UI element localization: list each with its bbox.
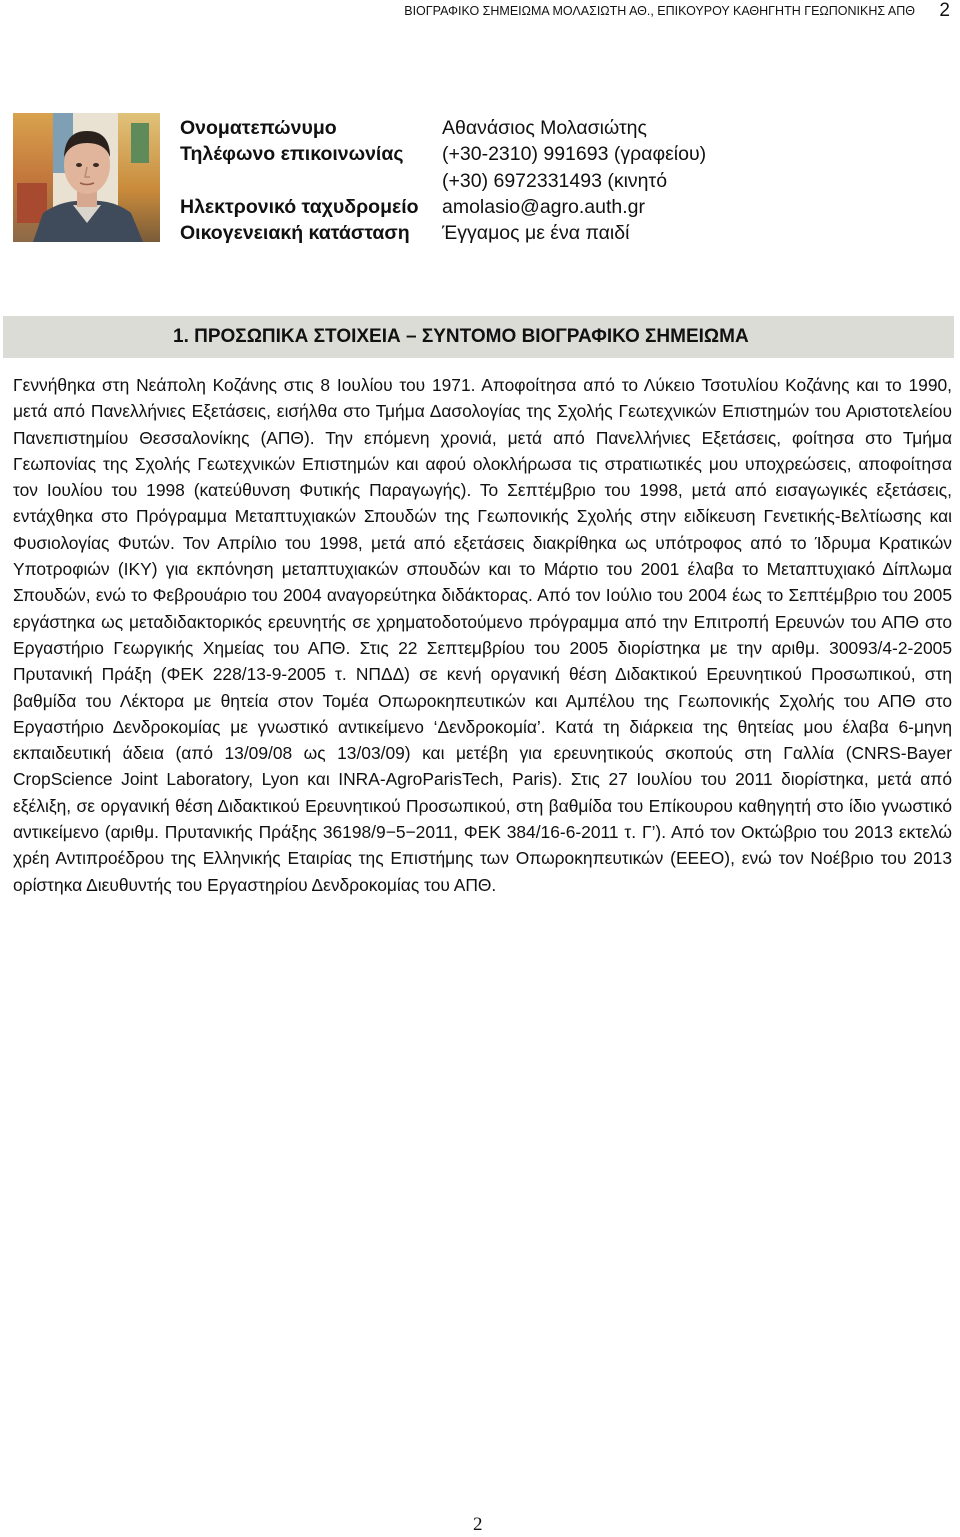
- email-value: amolasio@agro.auth.gr: [442, 195, 645, 218]
- email-label: Ηλεκτρονικό ταχυδρομείο: [180, 195, 419, 218]
- info-row-marital: [180, 220, 706, 246]
- header-page-number: 2: [939, 0, 950, 21]
- section-title: 1. ΠΡΟΣΩΠΙΚΑ ΣΤΟΙΧΕΙΑ – ΣΥΝΤΟΜΟ ΒΙΟΓΡΑΦΙΚΟ ΣΗΜΕΙΩΜΑ: [173, 326, 749, 347]
- info-row-mobile: [180, 168, 706, 194]
- bio-paragraph: Γεννήθηκα στη Νεάπολη Κοζάνης στις 8 Ιουλίου του 1971. Αποφοίτησα από το Λύκειο Τσοτυλίου Κοζάνης και το 1990, μετά από Πανελλήνιες Εξετάσεις, εισήλθα στο Τμήμα Δασολογίας της Σχολής Γεωτεχνικών Επιστημών του Αριστοτελείου Πανεπιστημίου Θεσσαλονίκης (ΑΠΘ). Την επόμενη χρονιά, μετά από Πανελλήνιες Εξετάσεις, φοίτησα στο Τμήμα Γεωπονίας της Σχολής Γεωτεχνικών Επιστημών και αφού ολοκλήρωσα τις στρατιωτικές μου υποχρεώσεις, αποφοίτησα τον Ιουλίου του 1998 (κατεύθυνση Φυτικής Παραγωγής). Το Σεπτέμβριο του 1998, μετά από εισαγωγικές εξετάσεις, εντάχθηκα στο Πρόγραμμα Μεταπτυχιακών Σπουδών της Γεωπονικής Σχολής στην ειδίκευση Γενετικής-Βελτίωσης και Φυσιολογίας Φυτών. Τον Απρίλιο του 1998, μετά από εξετάσεις διακρίθηκα ως υπότροφος από το Ίδρυμα Κρατικών Υποτροφιών (ΙΚΥ) για εκπόνηση μεταπτυχιακών σπουδών και το Μάρτιο του 2001 έλαβα το Μεταπτυχιακό Δίπλωμα Σπουδών, ενώ το Φεβρουάριο του 2004 αναγορεύτηκα διδάκτορας. Από τον Ιούλιο του 2004 έως το Σεπτέμβριο του 2005 εργάστηκα ως μεταδιδακτορικός ερευνητής σε χρηματοδοτούμενο πρόγραμμα από την Επιτροπή Ερευνών του ΑΠΘ στο Εργαστήριο Γεωργικής Χημείας του ΑΠΘ. Στις 22 Σεπτεμβρίου του 2005 διορίστηκα με την αριθμ. 30093/4-2-2005 Πρυτανική Πράξη (ΦΕΚ 228/13-9-2005 τ. ΝΠΔΔ) σε κενή οργανική θέση Διδακτικού Ερευνητικού Προσωπικού, στη βαθμίδα του Λέκτορα με θητεία στον Τομέα Οπωροκηπευτικών και Αμπέλου της Γεωπονικής Σχολής του ΑΠΘ στο Εργαστήριο Δενδροκομίας με γνωστικό αντικείμενο ‘Δενδροκομία’. Κατά τη διάρκεια της θητείας μου έλαβα 6-μηνη εκπαιδευτική άδεια (από 13/09/08 ως 13/03/09) και μετέβη για ερευνητικούς σκοπούς στη Γαλλία (CNRS-Bayer CropScience Joint Laboratory, Lyon και INRA-AgroParisTech, Paris). Στις 27 Ιουλίου του 2011 διορίστηκα, μετά από εξέλιξη, σε οργανική θέση Διδακτικού Ερευνητικού Προσωπικού, στη βαθμίδα του Επίκουρου καθηγητή στο ίδιο γνωστικό αντικείμενο (αριθμ. Πρυτανικής Πράξης 36198/9−5−2011, ΦΕΚ 384/16-6-2011 τ. Γ’). Από τον Οκτώβριο του 2013 εκτελώ χρέη Αντιπροέδρου της Ελληνικής Εταιρίας της Επιστήμης των Οπωροκηπευτικών (ΕΕΕΟ), ενώ τον Νοέβριο του 2013 ορίστηκα Διευθυντής του Εργαστηρίου Δενδροκομίας του ΑΠΘ.: [13, 375, 952, 895]
- phone-label: Τηλέφωνο επικοινωνίας: [180, 143, 404, 166]
- profile-photo: [13, 113, 160, 242]
- info-row-phone: [180, 141, 706, 167]
- mobile-phone-value: (+30) 6972331493 (κινητό: [442, 169, 668, 192]
- name-value: Αθανάσιος Μολασιώτης: [442, 117, 647, 139]
- mobile-label: [180, 168, 442, 194]
- section-heading-bar: [3, 316, 954, 358]
- office-phone-value: (+30-2310) 991693 (γραφείου): [442, 143, 707, 166]
- marital-status-value: Έγγαμος με ένα παιδί: [442, 222, 630, 245]
- info-row-email: [180, 194, 706, 220]
- running-header: [0, 0, 960, 30]
- personal-info: [180, 115, 706, 246]
- marital-status-label: Οικογενειακή κατάσταση: [180, 222, 410, 245]
- footer-page-number: 2: [473, 1514, 483, 1535]
- name-label: Ονοματεπώνυμο: [180, 117, 337, 139]
- running-header-title: ΒΙΟΓΡΑΦΙΚΟ ΣΗΜΕΙΩΜΑ ΜΟΛΑΣΙΩΤΗ ΑΘ., ΕΠΙΚΟΥΡΟΥ ΚΑΘΗΓΗΤΗ ΓΕΩΠΟΝΙΚΗΣ ΑΠΘ: [404, 4, 915, 18]
- info-row-name: [180, 115, 706, 141]
